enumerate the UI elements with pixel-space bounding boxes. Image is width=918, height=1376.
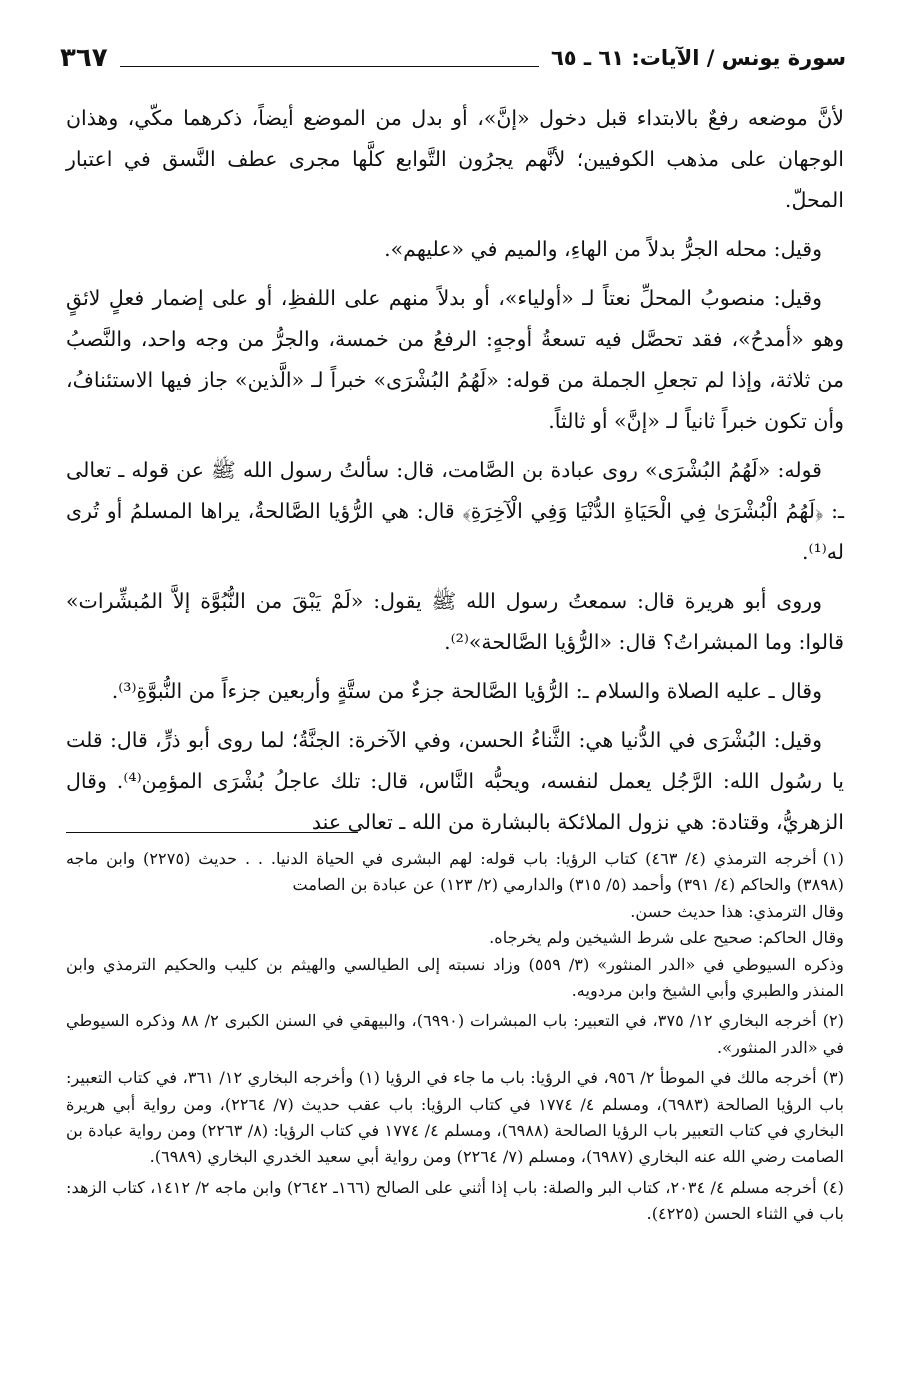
page-number: ٣٦٧ xyxy=(60,43,108,73)
footnote-separator xyxy=(66,832,358,833)
paragraph: وروى أبو هريرة قال: سمعتُ رسول الله ﷺ يقول: «لَمْ يَبْقَ من النُّبُوَّة إلاَّ المُبشِّرات» قالوا: وما المبشراتُ؟ قال: «الرُّؤيا الصَّالحة»⁽²⁾. xyxy=(66,589,844,654)
footnote-2 xyxy=(66,1008,844,1061)
header-rule xyxy=(120,66,539,67)
footnote-number: (٢) xyxy=(822,1011,844,1031)
footnote-text: وقال الحاكم: صحيح على شرط الشيخين ولم يخرجاه. xyxy=(489,928,844,948)
footnote-text: وذكره السيوطي في «الدر المنثور» (٣/ ٥٥٩) وزاد نسبته إلى الطيالسي والهيثم بن كليب والحكيم الترمذي وابن المنذر والطبري وأبي الشيخ وابن مردويه. xyxy=(66,954,844,1001)
footnotes xyxy=(66,846,844,1232)
footnote-number: (٤) xyxy=(822,1177,844,1197)
page-header xyxy=(60,40,846,76)
footnote-number: (٣) xyxy=(822,1068,845,1088)
paragraph: قوله: «لَهُمُ البُشْرَى» روى عبادة بن الصَّامت، قال: سألتُ رسول الله ﷺ عن قوله ـ تعالى ـ: ﴿لَهُمُ الْبُشْرَىٰ فِي الْحَيَاةِ الدُّنْيَا وَفِي الْآخِرَةِ﴾ قال: هي الرُّؤيا الصَّالحةُ، يراها المسلمُ أو تُرى له⁽¹⁾. xyxy=(66,458,844,564)
footnote-text: وقال الترمذي: هذا حديث حسن. xyxy=(630,901,844,921)
paragraph: وقيل: البُشْرَى في الدُّنيا هي: الثَّناءُ الحسن، وفي الآخرة: الجنَّةُ؛ لما روى أبو ذرٍّ، قال: قلت يا رسُول الله: الرَّجُل يعمل لنفسه، ويحبُّه النَّاس، قال: تلك عاجلُ بُشْرَى المؤمِن⁽⁴⁾. وقال الزهريُّ، وقتادة: هي نزول الملائكة بالبشارة من الله ـ تعالى عند xyxy=(66,728,844,834)
main-text xyxy=(66,98,844,851)
paragraph: لأنَّ موضعه رفعٌ بالابتداء قبل دخول «إنَّ»، أو بدل من الموضع أيضاً، ذكرهما مكّي، وهذان الوجهان على مذهب الكوفيين؛ لأنَّهم يجرُون التَّوابع كلَّها مجرى عطف النَّسق في اعتبار المحلّ. xyxy=(66,106,844,212)
footnote-text: أخرجه مالك في الموطأ ٢/ ٩٥٦، في الرؤيا: باب ما جاء في الرؤيا (١) وأخرجه البخاري ١٢/ ٣٦١، في كتاب التعبير: باب الرؤيا الصالحة (٦٩٨٣)، ومسلم ٤/ ١٧٧٤ في كتاب الرؤيا: باب عقب حديث (٧/ ٢٢٦٤)، ومن رواية أبي هريرة البخاري في كتاب التعبير باب الرؤيا الصالحة (٦٩٨٨)، ومسلم ٤/ ١٧٧٤ في كتاب الرؤيا: (٨/ ٢٢٦٣) ومن رواية عبادة بن الصامت رضي الله عنه البخاري (٦٩٨٧)، ومسلم (٧/ ٢٢٦٤) ومن رواية أبي سعيد الخدري البخاري (٦٩٨٩). xyxy=(66,1068,844,1167)
footnote-text: أخرجه الترمذي (٤/ ٤٦٣) كتاب الرؤيا: باب قوله: لهم البشرى في الحياة الدنيا. . . حديث (٢٢٧٥) وابن ماجه (٣٨٩٨) والحاكم (٤/ ٣٩١) وأحمد (٥/ ٣١٥) والدارمي (٢/ ١٢٣) عن عبادة بن الصامت xyxy=(66,849,844,895)
paragraph: وقال ـ عليه الصلاة والسلام ـ: الرُّؤيا الصَّالحة جزءٌ من ستَّةٍ وأربعين جزءاً من النُّبوَّةِ⁽³⁾. xyxy=(111,679,822,703)
footnote-1 xyxy=(66,846,844,1004)
footnote-text: أخرجه مسلم ٤/ ٢٠٣٤، كتاب البر والصلة: باب إذا أثني على الصالح (١٦٦ـ ٢٦٤٢) وابن ماجه ٢/ ١٤١٢، كتاب الزهد: باب في الثناء الحسن (٤٢٢٥). xyxy=(66,1177,844,1224)
footnote-3 xyxy=(66,1065,844,1171)
surah-title: سورة يونس / الآيات: ٦١ ـ ٦٥ xyxy=(550,46,846,70)
footnote-4 xyxy=(66,1175,844,1228)
footnote-number: (١) xyxy=(822,849,844,868)
paragraph: وقيل: محله الجرُّ بدلاً من الهاءِ، والميم في «عليهم». xyxy=(384,237,822,261)
paragraph: وقيل: منصوبُ المحلِّ نعتاً لـ «أولياء»، أو بدلاً منهم على اللفظِ، أو على إضمار فعلٍ لائقٍ وهو «أمدحُ»، فقد تحصَّل فيه تسعةُ أوجهٍ: الرفعُ من خمسة، والجرُّ من وجه واحد، والنَّصبُ من ثلاثة، وإذا لم تجعلِ الجملة من قوله: «لَهُمُ البُشْرَى» خبراً لـ «الَّذين» جاز فيها الاستئنافُ، وأن تكون خبراً ثانياً لـ «إنَّ» أو ثالثاً. xyxy=(66,286,844,433)
footnote-text: أخرجه البخاري ١٢/ ٣٧٥، في التعبير: باب المبشرات (٦٩٩٠)، والبيهقي في السنن الكبرى ٢/ ٨٨ وذكره السيوطي في «الدر المنثور». xyxy=(66,1011,844,1057)
